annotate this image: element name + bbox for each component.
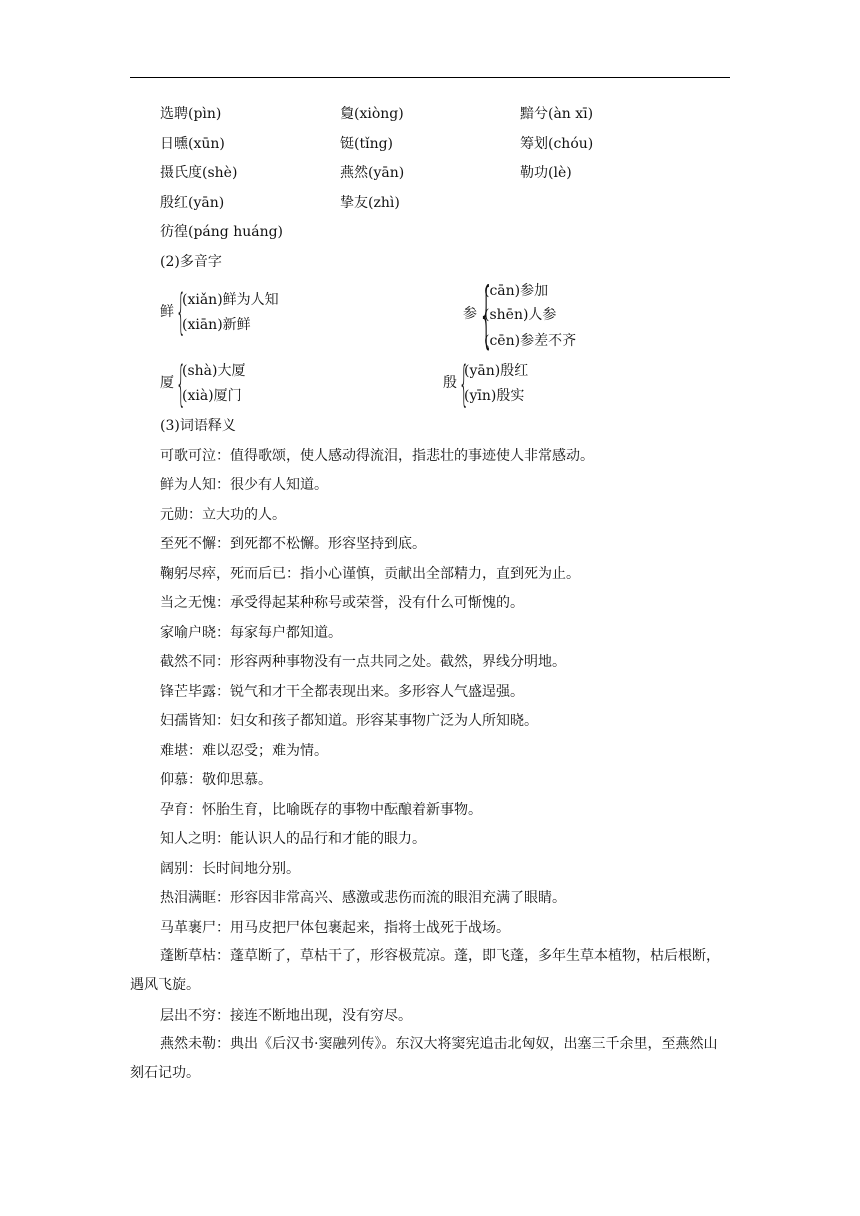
brace-icon: { xyxy=(176,356,186,412)
poly-reading: (xià)厦门 xyxy=(182,388,242,404)
poly-reading: (yīn)殷实 xyxy=(464,388,525,404)
vocab-entry: 妇孺皆知：妇女和孩子都知道。形容某事物广泛为人所知晓。 xyxy=(160,713,538,729)
vocab-entry: 鞠躬尽瘁，死而后已：指小心谨慎，贡献出全部精力，直到死为止。 xyxy=(160,566,580,582)
poly-reading: (cān)参加 xyxy=(484,283,549,299)
vocab-entry-long: 燕然未勒：典出《后汉书·窦融列传》。东汉大将窦宪追击北匈奴，出塞三千余里，至燕然山刻石记功。 xyxy=(130,1036,718,1081)
poly-reading: (cēn)参差不齐 xyxy=(484,333,577,349)
pron-item: 勒功(lè) xyxy=(520,165,572,181)
poly-reading: (yān)殷红 xyxy=(464,363,529,379)
vocab-entry-long: 蓬断草枯：蓬草断了，草枯干了，形容极荒凉。蓬，即飞蓬，多年生草本植物，枯后根断，遇风飞旋。 xyxy=(130,948,720,993)
pron-item: 日曛(xūn) xyxy=(160,136,225,152)
vocab-entry: 阔别：长时间地分别。 xyxy=(160,861,300,877)
poly-reading: (shēn)人参 xyxy=(484,307,557,323)
section-heading: (2)多音字 xyxy=(160,254,222,270)
pron-item: 黯兮(àn xī) xyxy=(520,106,594,122)
header-rule xyxy=(130,77,730,78)
vocab-entry: 至死不懈：到死都不松懈。形容坚持到底。 xyxy=(160,536,426,552)
vocab-entry: 家喻户晓：每家每户都知道。 xyxy=(160,625,342,641)
pron-item: 敻(xiòng) xyxy=(340,106,404,122)
pron-item: 殷红(yān) xyxy=(160,195,225,211)
brace-icon: { xyxy=(176,284,186,340)
pron-item: 彷徨(páng huáng) xyxy=(160,224,284,240)
pron-item: 燕然(yān) xyxy=(340,165,405,181)
poly-char: 殷 xyxy=(443,375,457,391)
vocab-entry: 当之无愧：承受得起某种称号或荣誉，没有什么可惭愧的。 xyxy=(160,595,524,611)
vocab-entry: 可歌可泣：值得歌颂，使人感动得流泪，指悲壮的事迹使人非常感动。 xyxy=(160,448,594,464)
vocab-entry: 截然不同：形容两种事物没有一点共同之处。截然，界线分明地。 xyxy=(160,654,566,670)
poly-char: 厦 xyxy=(160,375,174,391)
poly-char: 参 xyxy=(463,306,477,322)
pron-item: 挚友(zhì) xyxy=(340,195,400,211)
poly-char: 鲜 xyxy=(160,304,174,320)
vocab-entry: 难堪：难以忍受；难为情。 xyxy=(160,743,328,759)
vocab-entry: 马革裹尸：用马皮把尸体包裹起来，指将士战死于战场。 xyxy=(160,920,510,936)
pron-item: 摄氏度(shè) xyxy=(160,165,238,181)
brace-icon: { xyxy=(479,272,494,356)
vocab-entry: 层出不穷：接连不断地出现，没有穷尽。 xyxy=(160,1008,412,1024)
poly-reading: (xiān)新鲜 xyxy=(182,317,251,333)
pron-item: 铤(tǐng) xyxy=(340,136,394,152)
poly-reading: (shà)大厦 xyxy=(182,363,246,379)
pron-item: 筹划(chóu) xyxy=(520,136,594,152)
pron-item: 选聘(pìn) xyxy=(160,106,222,122)
vocab-entry: 孕育：怀胎生育，比喻既存的事物中酝酿着新事物。 xyxy=(160,802,482,818)
vocab-entry: 仰慕：敬仰思慕。 xyxy=(160,772,272,788)
vocab-entry: 鲜为人知：很少有人知道。 xyxy=(160,477,328,493)
vocab-entry: 锋芒毕露：锐气和才干全都表现出来。多形容人气盛逞强。 xyxy=(160,684,524,700)
vocab-entry: 知人之明：能认识人的品行和才能的眼力。 xyxy=(160,831,426,847)
poly-reading: (xiǎn)鲜为人知 xyxy=(182,292,279,308)
brace-icon: { xyxy=(459,356,469,412)
vocab-entry: 热泪满眶：形容因非常高兴、感激或悲伤而流的眼泪充满了眼睛。 xyxy=(160,890,566,906)
section-heading: (3)词语释义 xyxy=(160,418,236,434)
vocab-entry: 元勋：立大功的人。 xyxy=(160,507,286,523)
